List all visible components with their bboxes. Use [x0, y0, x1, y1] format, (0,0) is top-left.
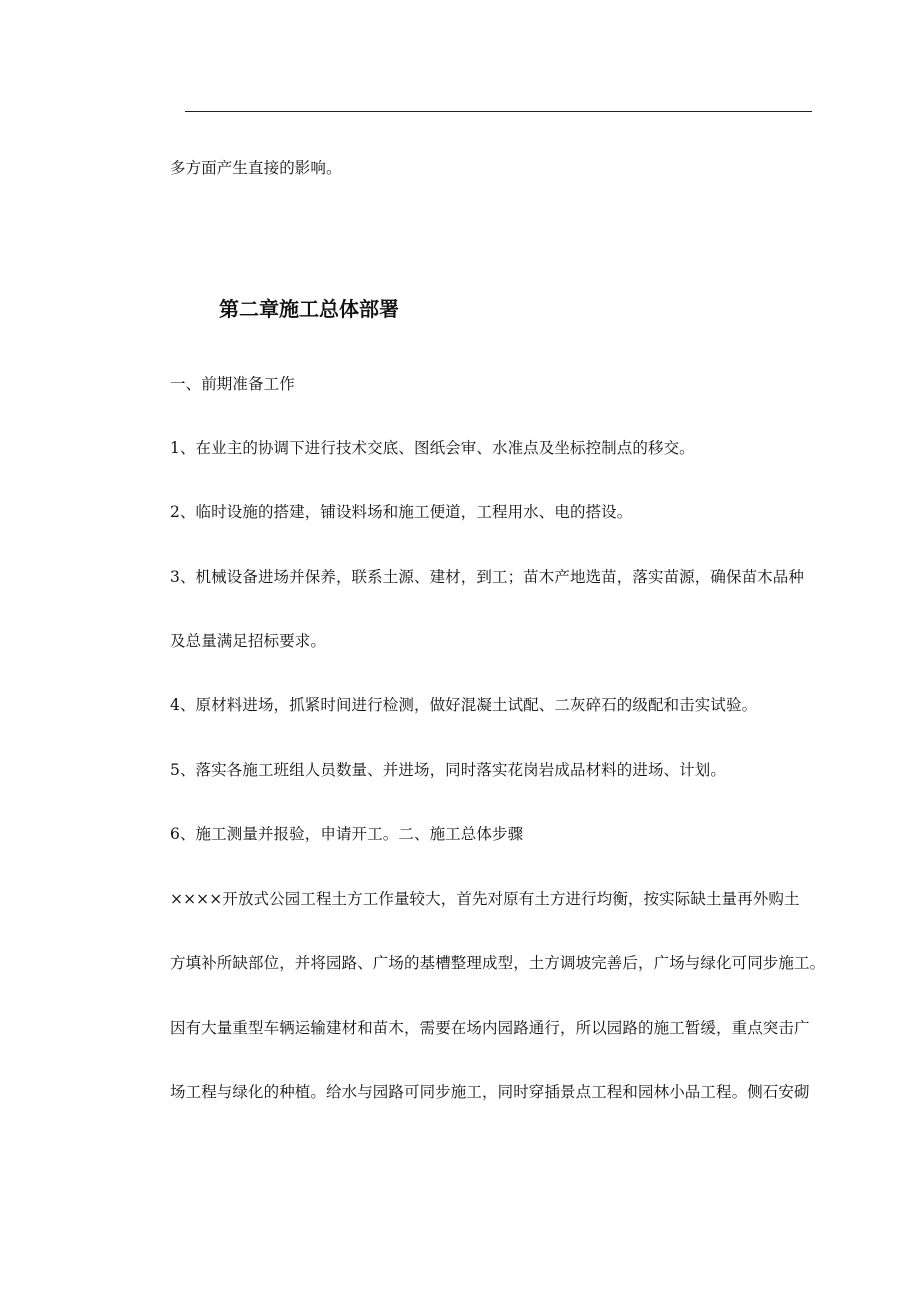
list-item-continuation: 及总量满足招标要求。: [170, 632, 327, 650]
list-item: 3、机械设备进场并保养，联系土源、建材，到工；苗木产地选苗，落实苗源，确保苗木品种: [170, 568, 804, 586]
paragraph-line: 因有大量重型车辆运输建材和苗木，需要在场内园路通行，所以园路的施工暂缓，重点突击广: [170, 1019, 810, 1037]
list-item: 5、落实各施工班组人员数量、并进场，同时落实花岗岩成品材料的进场、计划。: [170, 761, 726, 779]
paragraph-line: 方填补所缺部位，并将园路、广场的基槽整理成型，土方调坡完善后，广场与绿化可同步施工。: [170, 954, 826, 972]
chapter-title: 第二章施工总体部署: [219, 297, 399, 321]
list-item: 4、原材料进场，抓紧时间进行检测，做好混凝土试配、二灰碎石的级配和击实试验。: [170, 696, 758, 714]
section-heading: 一、前期准备工作: [170, 375, 295, 393]
list-item: 1、在业主的协调下进行技术交底、图纸会审、水准点及坐标控制点的移交。: [170, 439, 695, 457]
list-item: 6、施工测量并报验，申请开工。二、施工总体步骤: [170, 825, 524, 843]
header-rule: [185, 111, 812, 112]
list-item: 2、临时设施的搭建，铺设料场和施工便道，工程用水、电的搭设。: [170, 503, 633, 521]
continuation-text: 多方面产生直接的影响。: [170, 159, 342, 177]
paragraph-line: ××××开放式公园工程土方工作量较大，首先对原有土方进行均衡，按实际缺土量再外购土: [170, 890, 800, 908]
paragraph-line: 场工程与绿化的种植。给水与园路可同步施工，同时穿插景点工程和园林小品工程。侧石安砌: [170, 1083, 810, 1101]
